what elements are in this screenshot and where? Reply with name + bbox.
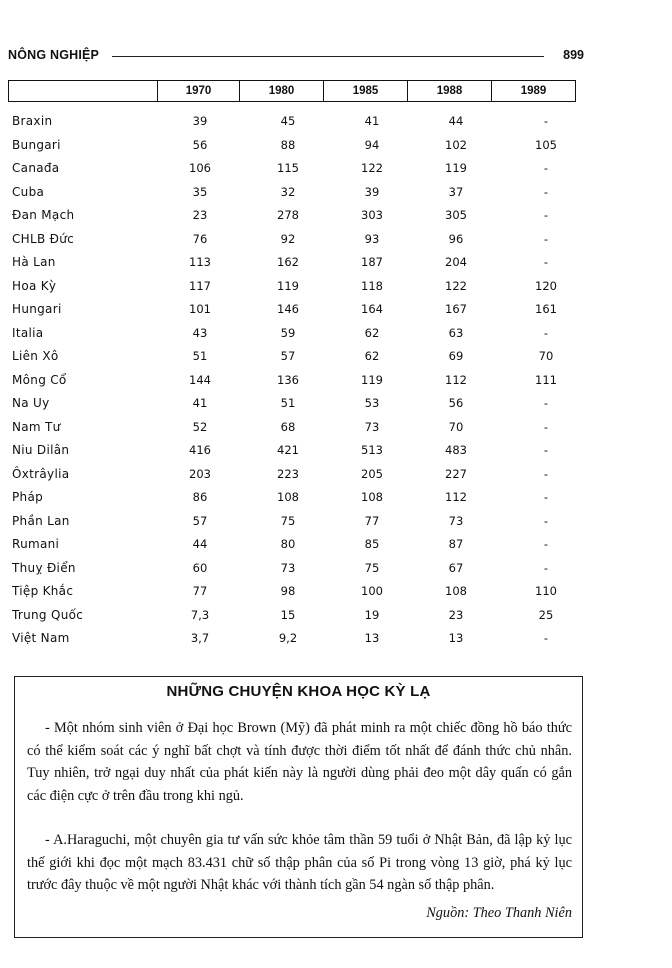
- value-cell-1985: 100: [361, 584, 383, 598]
- value-cell-1989: 70: [538, 349, 554, 363]
- value-cell-1980: 223: [277, 466, 299, 481]
- value-cell-1989: 110: [535, 584, 557, 598]
- value-cell-1989: -: [543, 490, 549, 504]
- value-cell-1980: 421: [277, 443, 299, 457]
- country-name: Mông Cổ: [12, 372, 67, 387]
- value-cell-1988: 73: [448, 513, 464, 528]
- value-cell-1985: 118: [361, 278, 383, 293]
- country-name: Thuỵ Điển: [12, 560, 76, 575]
- table-row: [8, 441, 576, 465]
- value-cell-1970: 43: [192, 325, 208, 340]
- value-cell-1988: 67: [448, 560, 464, 575]
- table-header: [8, 80, 576, 102]
- value-cell-1970: 7,3: [190, 607, 210, 622]
- value-cell-1988: 108: [445, 584, 467, 598]
- table-row: [8, 488, 576, 512]
- value-cell-1988: 483: [445, 443, 467, 457]
- table-row: [8, 183, 576, 207]
- value-cell-1988: 119: [445, 161, 467, 175]
- box-paragraph-2: - A.Haraguchi, một chuyên gia tư vấn sức khỏe tâm thần 59 tuổi ở Nhật Bản, đã lập kỷ lục thế giới khi đọc một mạch 83.431 chữ số thập phân của số Pi trong vòng 13 giờ, phá kỷ lục trước đây thuộc về một người Nhật khác với thành tích gần 54 ngàn số thập phân.: [27, 832, 572, 893]
- country-name: Trung Quốc: [12, 607, 84, 622]
- value-cell-1970: 86: [192, 490, 208, 504]
- country-name: Việt Nam: [12, 631, 70, 645]
- value-cell-1980: 15: [280, 607, 296, 622]
- value-cell-1985: 53: [364, 396, 380, 410]
- value-cell-1988: 112: [445, 372, 467, 387]
- table-row: [8, 394, 576, 418]
- value-cell-1970: 76: [192, 231, 208, 246]
- value-cell-1989: 25: [538, 607, 554, 622]
- value-cell-1988: 204: [445, 255, 467, 269]
- table-row: [8, 300, 576, 324]
- value-cell-1989: -: [543, 513, 549, 528]
- value-cell-1985: 62: [364, 325, 380, 340]
- box-title: NHỮNG CHUYỆN KHOA HỌC KỲ LẠ: [166, 683, 431, 700]
- value-cell-1989: -: [543, 631, 549, 645]
- table-row: [8, 582, 576, 606]
- table-row: [8, 230, 576, 254]
- table-row: [8, 277, 576, 301]
- table-row: [8, 512, 576, 536]
- table-row: [8, 371, 576, 395]
- value-cell-1988: 70: [448, 419, 464, 434]
- value-cell-1980: 57: [280, 349, 296, 363]
- section-title: NÔNG NGHIỆP: [8, 48, 100, 62]
- value-cell-1980: 73: [280, 560, 296, 575]
- value-cell-1970: 39: [192, 114, 208, 128]
- value-cell-1970: 56: [192, 137, 208, 152]
- value-cell-1985: 73: [364, 419, 380, 434]
- value-cell-1985: 164: [361, 302, 383, 316]
- value-cell-1985: 19: [364, 607, 380, 622]
- value-cell-1988: 227: [445, 466, 467, 481]
- column-header-1970: 1970: [157, 81, 239, 101]
- value-cell-1988: 167: [445, 302, 467, 316]
- value-cell-1989: -: [543, 396, 549, 410]
- value-cell-1980: 162: [277, 255, 299, 269]
- column-header-1985: 1985: [323, 81, 407, 101]
- value-cell-1988: 122: [445, 278, 467, 293]
- country-name: Nam Tư: [12, 419, 61, 434]
- value-cell-1989: 111: [535, 372, 557, 387]
- value-cell-1980: 92: [280, 231, 296, 246]
- value-cell-1970: 35: [192, 184, 208, 199]
- value-cell-1988: 96: [448, 231, 464, 246]
- value-cell-1988: 44: [448, 114, 464, 128]
- value-cell-1980: 32: [280, 184, 296, 199]
- value-cell-1980: 136: [277, 372, 299, 387]
- table-row: [8, 347, 576, 371]
- value-cell-1988: 63: [448, 325, 464, 340]
- page-header: [8, 46, 584, 66]
- value-cell-1989: -: [543, 114, 549, 128]
- table-body: [8, 112, 576, 653]
- value-cell-1970: 41: [192, 396, 208, 410]
- value-cell-1985: 39: [364, 184, 380, 199]
- box-paragraph-1: - Một nhóm sinh viên ở Đại học Brown (Mỹ) đã phát minh ra một chiếc đồng hồ báo thức có thể kiểm soát các ý nghĩ bất chợt và tính được thời điểm tốt nhất để đánh thức chủ nhân. Tuy nhiên, trở ngại duy nhất của phát kiến này là người dùng phải đeo một dây quấn có gắn các điện cực ở trên đầu trong khi ngủ.: [27, 720, 572, 804]
- value-cell-1988: 112: [445, 490, 467, 504]
- country-name: Rumani: [12, 537, 60, 551]
- value-cell-1970: 113: [189, 255, 211, 269]
- value-cell-1989: 161: [535, 302, 557, 316]
- value-cell-1985: 108: [361, 490, 383, 504]
- value-cell-1970: 44: [192, 537, 208, 551]
- column-header-1989: 1989: [491, 81, 575, 101]
- value-cell-1989: -: [543, 537, 549, 551]
- table-row: [8, 112, 576, 136]
- value-cell-1970: 144: [189, 372, 211, 387]
- value-cell-1980: 51: [280, 396, 296, 410]
- science-news-box: [14, 676, 583, 938]
- value-cell-1989: -: [543, 443, 549, 457]
- value-cell-1980: 98: [280, 584, 296, 598]
- country-name: Hà Lan: [12, 255, 56, 269]
- value-cell-1980: 59: [280, 325, 296, 340]
- country-name: Tiệp Khắc: [12, 584, 74, 598]
- value-cell-1970: 60: [192, 560, 208, 575]
- country-name: Niu Dilân: [12, 443, 70, 457]
- table-row: [8, 465, 576, 489]
- value-cell-1985: 205: [361, 466, 383, 481]
- value-cell-1980: 68: [280, 419, 296, 434]
- value-cell-1980: 80: [280, 537, 296, 551]
- value-cell-1980: 45: [280, 114, 296, 128]
- value-cell-1980: 9,2: [278, 631, 298, 645]
- country-name: Đan Mạch: [12, 208, 75, 222]
- value-cell-1989: -: [543, 184, 549, 199]
- value-cell-1988: 87: [448, 537, 464, 551]
- country-name: Pháp: [12, 490, 44, 504]
- country-name: CHLB Đức: [12, 231, 75, 246]
- table-row: [8, 629, 576, 653]
- value-cell-1985: 303: [361, 208, 383, 222]
- value-cell-1989: -: [543, 208, 549, 222]
- country-name: Italia: [12, 325, 44, 340]
- value-cell-1989: -: [543, 161, 549, 175]
- country-name: Canađa: [12, 161, 60, 175]
- value-cell-1988: 13: [448, 631, 464, 645]
- value-cell-1970: 23: [192, 208, 208, 222]
- value-cell-1985: 75: [364, 560, 380, 575]
- value-cell-1980: 75: [280, 513, 296, 528]
- value-cell-1988: 56: [448, 396, 464, 410]
- value-cell-1989: -: [543, 255, 549, 269]
- country-name: Liên Xô: [12, 349, 59, 363]
- country-name: Ôxtrâylia: [12, 466, 70, 481]
- value-cell-1985: 122: [361, 161, 383, 175]
- column-header-1988: 1988: [407, 81, 491, 101]
- country-name: Braxin: [12, 114, 53, 128]
- box-source: Nguồn: Theo Thanh Niên: [426, 905, 572, 921]
- table-row: [8, 535, 576, 559]
- value-cell-1970: 3,7: [190, 631, 210, 645]
- value-cell-1989: -: [543, 325, 549, 340]
- table-row: [8, 324, 576, 348]
- value-cell-1970: 57: [192, 513, 208, 528]
- table-row: [8, 559, 576, 583]
- value-cell-1989: -: [543, 466, 549, 481]
- country-name: Cuba: [12, 184, 45, 199]
- value-cell-1985: 41: [364, 114, 380, 128]
- table-row: [8, 606, 576, 630]
- country-name: Hungari: [12, 302, 62, 316]
- value-cell-1985: 513: [361, 443, 383, 457]
- value-cell-1988: 37: [448, 184, 464, 199]
- value-cell-1985: 62: [364, 349, 380, 363]
- value-cell-1970: 51: [192, 349, 208, 363]
- value-cell-1980: 278: [277, 208, 299, 222]
- value-cell-1988: 23: [448, 607, 464, 622]
- value-cell-1989: 105: [535, 137, 557, 152]
- value-cell-1985: 77: [364, 513, 380, 528]
- value-cell-1989: -: [543, 231, 549, 246]
- value-cell-1985: 119: [361, 372, 383, 387]
- table-row: [8, 159, 576, 183]
- value-cell-1985: 13: [364, 631, 380, 645]
- value-cell-1988: 102: [445, 137, 467, 152]
- country-name: Phần Lan: [12, 513, 70, 528]
- page-number: 899: [563, 48, 584, 62]
- value-cell-1985: 93: [364, 231, 380, 246]
- table-row: [8, 136, 576, 160]
- value-cell-1970: 101: [189, 302, 211, 316]
- value-cell-1985: 94: [364, 137, 380, 152]
- country-name: Na Uy: [12, 396, 50, 410]
- value-cell-1980: 146: [277, 302, 299, 316]
- value-cell-1980: 115: [277, 161, 299, 175]
- value-cell-1970: 117: [189, 278, 211, 293]
- value-cell-1989: -: [543, 560, 549, 575]
- value-cell-1970: 203: [189, 466, 211, 481]
- value-cell-1988: 69: [448, 349, 464, 363]
- value-cell-1980: 108: [277, 490, 299, 504]
- value-cell-1970: 416: [189, 443, 211, 457]
- column-header-1980: 1980: [239, 81, 323, 101]
- value-cell-1985: 187: [361, 255, 383, 269]
- country-name: Hoa Kỳ: [12, 278, 57, 293]
- value-cell-1980: 119: [277, 278, 299, 293]
- table-row: [8, 253, 576, 277]
- value-cell-1988: 305: [445, 208, 467, 222]
- value-cell-1989: -: [543, 419, 549, 434]
- value-cell-1970: 77: [192, 584, 208, 598]
- header-rule: [112, 56, 544, 57]
- value-cell-1980: 88: [280, 137, 296, 152]
- value-cell-1985: 85: [364, 537, 380, 551]
- table-row: [8, 206, 576, 230]
- country-name: Bungari: [12, 137, 61, 152]
- value-cell-1989: 120: [535, 278, 557, 293]
- value-cell-1970: 106: [189, 161, 211, 175]
- value-cell-1970: 52: [192, 419, 208, 434]
- table-row: [8, 418, 576, 442]
